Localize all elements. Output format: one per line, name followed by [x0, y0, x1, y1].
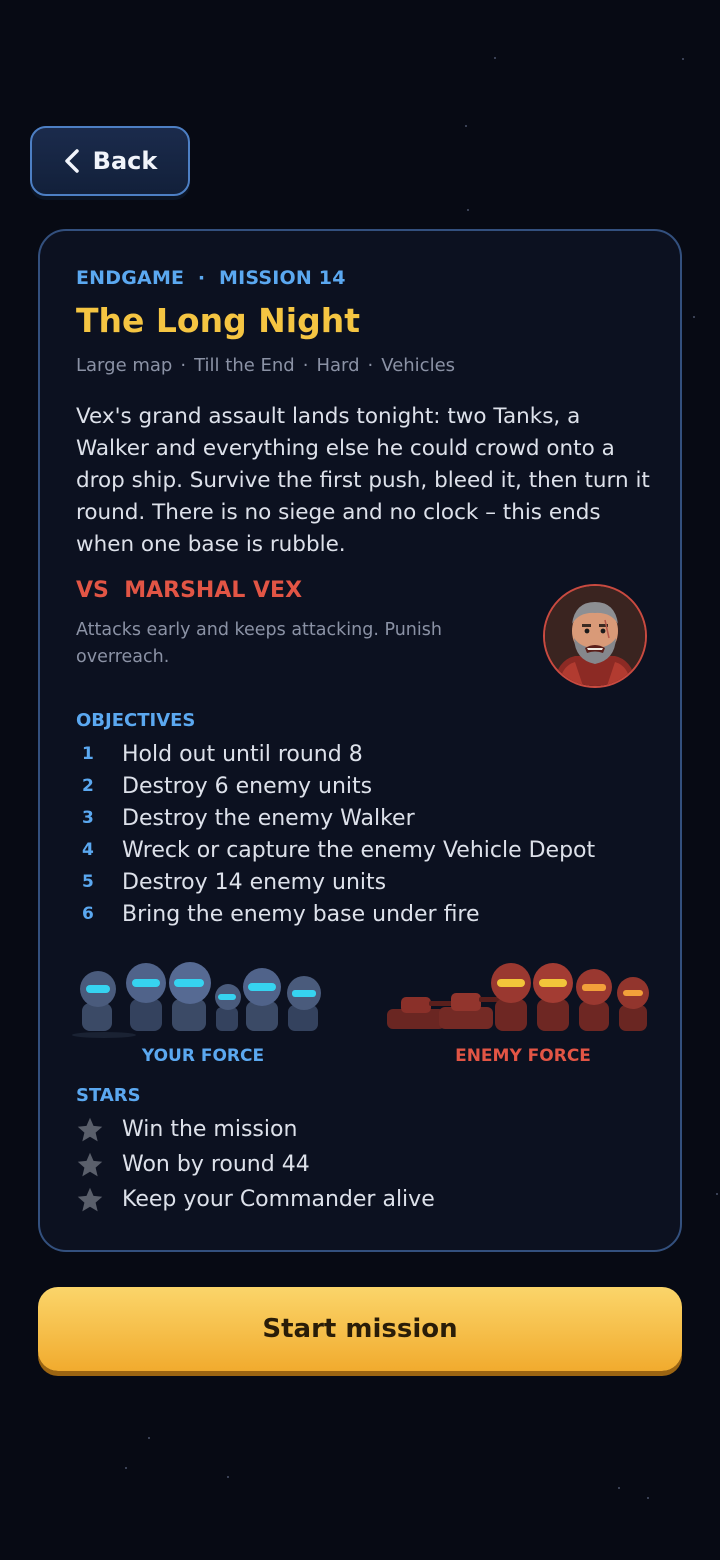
- blue-robot-unit: [215, 984, 241, 1031]
- background-star: [647, 1497, 649, 1499]
- background-star: [465, 125, 467, 127]
- objective-item: [76, 866, 656, 898]
- objective-number: 3: [82, 808, 94, 828]
- meta-separator: ·: [302, 355, 309, 376]
- background-star: [125, 1467, 127, 1469]
- star-item: [76, 1147, 636, 1182]
- objective-text: Bring the enemy base under fire: [122, 901, 480, 927]
- red-tank-unit: [439, 993, 503, 1029]
- stars-list: [76, 1112, 636, 1217]
- meta-difficulty: Hard: [316, 355, 360, 376]
- opponent-portrait: [543, 584, 647, 688]
- objective-item: [76, 898, 656, 930]
- meta-separator: ·: [180, 355, 187, 376]
- meta-unit-type: Vehicles: [381, 355, 456, 376]
- star-icon: [76, 1151, 104, 1179]
- red-robot-unit: [576, 969, 612, 1031]
- objective-item: [76, 770, 656, 802]
- blue-robot-unit: [169, 962, 211, 1031]
- meta-duration: Till the End: [194, 355, 295, 376]
- objective-item: [76, 834, 656, 866]
- background-star: [682, 58, 684, 60]
- mission-title: The Long Night: [76, 301, 360, 340]
- objective-item: [76, 738, 656, 770]
- background-star: [467, 209, 469, 211]
- star-icon: [76, 1116, 104, 1144]
- start-mission-label: Start mission: [262, 1314, 458, 1344]
- objective-text: Wreck or capture the enemy Vehicle Depot: [122, 837, 596, 863]
- red-robot-unit: [491, 963, 531, 1031]
- star-condition-text: Won by round 44: [122, 1152, 310, 1177]
- back-button[interactable]: [30, 126, 190, 196]
- objective-number: 4: [82, 840, 94, 860]
- objectives-list: [76, 738, 656, 930]
- your-force-image: [68, 959, 338, 1039]
- background-star: [148, 1437, 150, 1439]
- enemy-force-label: ENEMY FORCE: [455, 1046, 591, 1066]
- opponent-name: MARSHAL VEX: [124, 578, 303, 603]
- objective-text: Destroy the enemy Walker: [122, 805, 415, 831]
- mission-description: Vex's grand assault lands tonight: two Tanks, a Walker and everything else he could crowd onto a drop ship. Survive the first push, bleed it, then turn it round. There is no siege and no clock – this ends when one base is rubble.: [76, 404, 650, 557]
- objective-text: Destroy 14 enemy units: [122, 869, 387, 895]
- background-star: [618, 1487, 620, 1489]
- blue-robot-unit: [243, 968, 281, 1031]
- opponent-description: Attacks early and keeps attacking. Punish overreach.: [76, 620, 442, 667]
- background-star: [716, 1193, 718, 1195]
- mission-eyebrow: [76, 267, 346, 289]
- back-label: Back: [92, 147, 158, 175]
- objectives-heading: OBJECTIVES: [76, 710, 196, 731]
- mission-meta: [76, 355, 455, 376]
- objective-number: 5: [82, 872, 94, 892]
- star-item: [76, 1182, 636, 1217]
- blue-robot-unit: [126, 963, 166, 1031]
- stars-heading: STARS: [76, 1085, 141, 1106]
- background-star: [227, 1476, 229, 1478]
- star-icon: [76, 1186, 104, 1214]
- your-force-label: YOUR FORCE: [141, 1046, 265, 1066]
- eyebrow-separator: ·: [191, 267, 213, 289]
- mission-card: [38, 229, 682, 1252]
- mission-number: MISSION 14: [218, 267, 346, 289]
- objective-item: [76, 802, 656, 834]
- objective-text: Hold out until round 8: [122, 741, 363, 767]
- background-star: [693, 316, 695, 318]
- red-robot-unit: [617, 977, 649, 1031]
- chapter-label: ENDGAME: [76, 267, 185, 289]
- objective-number: 2: [82, 776, 94, 796]
- enemy-force-image: [385, 959, 655, 1039]
- meta-map-size: Large map: [76, 355, 173, 376]
- star-condition-text: Win the mission: [122, 1117, 298, 1142]
- vs-prefix: VS: [76, 578, 109, 603]
- blue-robot-unit: [287, 976, 321, 1031]
- objective-text: Destroy 6 enemy units: [122, 773, 373, 799]
- meta-separator: ·: [367, 355, 374, 376]
- red-robot-unit: [533, 963, 573, 1031]
- star-condition-text: Keep your Commander alive: [122, 1187, 435, 1212]
- chevron-left-icon: [63, 148, 81, 174]
- star-item: [76, 1112, 636, 1147]
- objective-number: 6: [82, 904, 94, 924]
- start-mission-button[interactable]: [38, 1287, 682, 1371]
- opponent-heading: [76, 578, 302, 603]
- objective-number: 1: [82, 744, 94, 764]
- background-star: [494, 57, 496, 59]
